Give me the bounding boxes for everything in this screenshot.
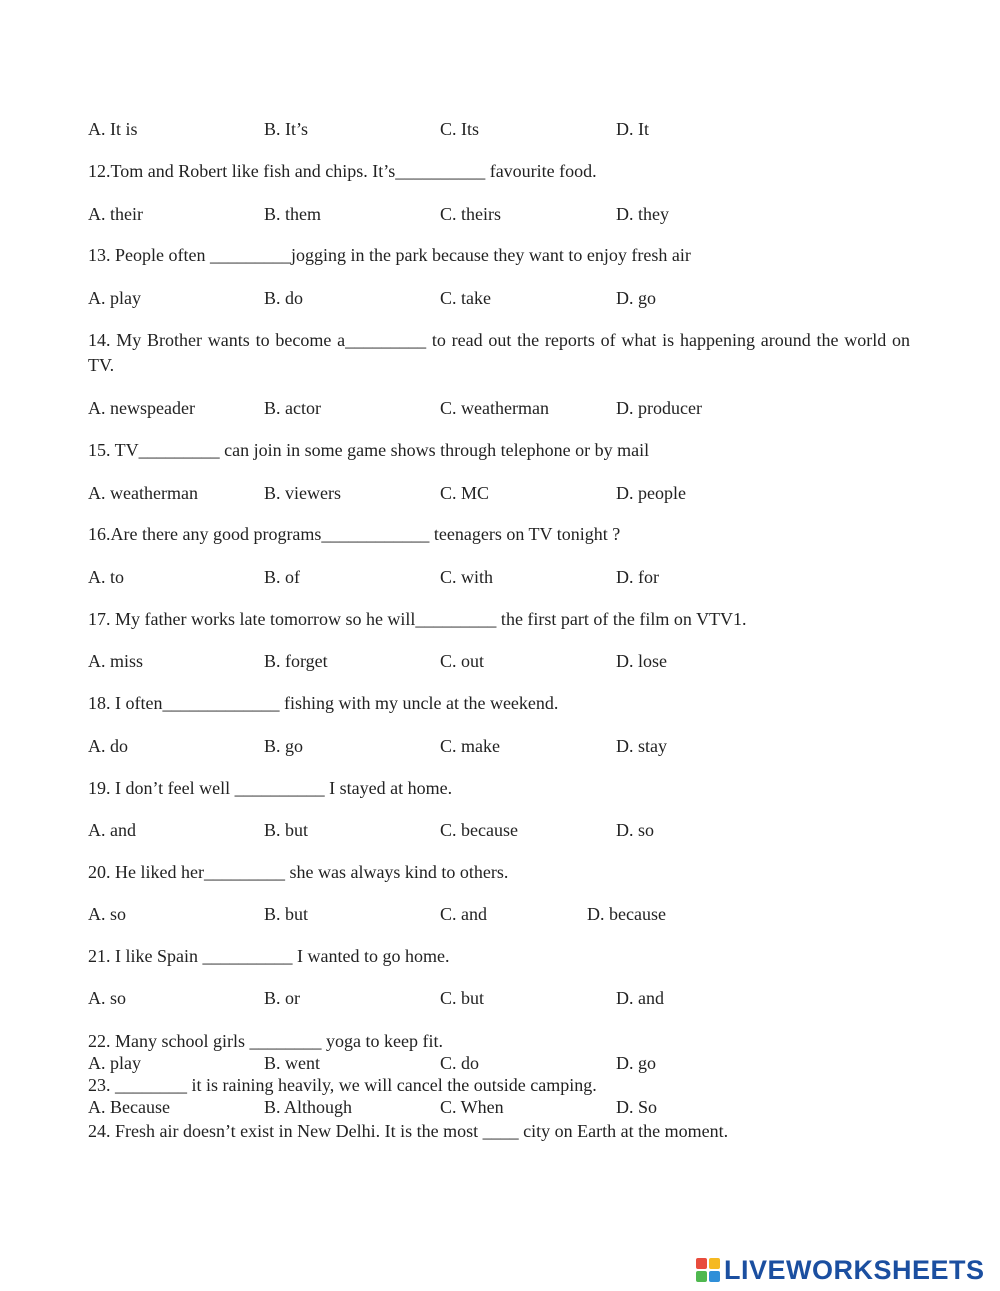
q17-option-a: A. miss — [88, 651, 144, 671]
q21-option-a: A. so — [88, 988, 127, 1008]
q22-option-b: B. went — [264, 1053, 320, 1073]
q19-option-d: D. so — [616, 820, 655, 840]
q23-option-b: B. Although — [264, 1097, 353, 1117]
q14-stem: 14. My Brother wants to become a_________ to read out the reports of what is happening around the world on TV. — [88, 330, 910, 375]
q20-option-b: B. but — [264, 904, 309, 924]
q12-stem: 12.Tom and Robert like fish and chips. It’s__________ favourite food. — [88, 161, 597, 181]
q21-option-d: D. and — [616, 988, 664, 1008]
q11-option-c: C. Its — [440, 119, 480, 139]
q11-option-b: B. It’s — [264, 119, 309, 139]
q16-option-b: B. of — [264, 567, 300, 587]
q19-stem: 19. I don’t feel well __________ I stayed at home. — [88, 778, 453, 798]
q23-option-a: A. Because — [88, 1097, 170, 1117]
q21-option-b: B. or — [264, 988, 300, 1008]
logo-block — [709, 1258, 720, 1269]
q22-option-a: A. play — [88, 1053, 141, 1073]
q22-option-c: C. do — [440, 1053, 480, 1073]
q13-option-d: D. go — [616, 288, 656, 308]
q15-option-b: B. viewers — [264, 483, 341, 503]
q14-option-d: D. producer — [616, 398, 702, 418]
q23-option-d: D. So — [616, 1097, 658, 1117]
q16-stem: 16.Are there any good programs____________ teenagers on TV tonight ? — [88, 524, 621, 544]
q15-option-c: C. MC — [440, 483, 490, 503]
logo-block — [709, 1271, 720, 1282]
q21-option-c: C. but — [440, 988, 485, 1008]
q18-stem: 18. I often_____________ fishing with my uncle at the weekend. — [88, 693, 559, 713]
logo-blocks-icon — [696, 1258, 720, 1282]
q15-option-a: A. weatherman — [88, 483, 198, 503]
q18-option-c: C. make — [440, 736, 500, 756]
q14-option-a: A. newspeader — [88, 398, 195, 418]
q14-option-b: B. actor — [264, 398, 321, 418]
q20-option-a: A. so — [88, 904, 127, 924]
q19-option-a: A. and — [88, 820, 136, 840]
q23-option-c: C. When — [440, 1097, 504, 1117]
q12-option-a: A. their — [88, 204, 143, 224]
q15-option-d: D. people — [616, 483, 686, 503]
q11-option-d: D. It — [616, 119, 649, 139]
q14-option-c: C. weatherman — [440, 398, 549, 418]
q22-stem: 22. Many school girls ________ yoga to keep fit. — [88, 1031, 443, 1051]
q20-stem: 20. He liked her_________ she was always kind to others. — [88, 862, 509, 882]
q12-option-b: B. them — [264, 204, 321, 224]
q19-option-b: B. but — [264, 820, 309, 840]
q17-option-d: D. lose — [616, 651, 667, 671]
q12-option-c: C. theirs — [440, 204, 501, 224]
q13-option-a: A. play — [88, 288, 141, 308]
q19-option-c: C. because — [440, 820, 518, 840]
q16-option-a: A. to — [88, 567, 124, 587]
q11-option-a: A. It is — [88, 119, 138, 139]
q20-option-d: D. because — [587, 904, 666, 924]
q17-option-b: B. forget — [264, 651, 328, 671]
logo-text: LIVEWORKSHEETS — [724, 1254, 985, 1285]
q12-option-d: D. they — [616, 204, 669, 224]
q20-option-c: C. and — [440, 904, 487, 924]
q23-stem: 23. ________ it is raining heavily, we will cancel the outside camping. — [88, 1075, 597, 1095]
liveworksheets-logo — [696, 1255, 985, 1285]
q18-option-d: D. stay — [616, 736, 667, 756]
logo-block — [696, 1258, 707, 1269]
q17-stem: 17. My father works late tomorrow so he will_________ the first part of the film on VTV1. — [88, 609, 747, 629]
q16-option-c: C. with — [440, 567, 494, 587]
q13-option-c: C. take — [440, 288, 491, 308]
logo-block — [696, 1271, 707, 1282]
q15-stem: 15. TV_________ can join in some game shows through telephone or by mail — [88, 440, 650, 460]
q13-option-b: B. do — [264, 288, 304, 308]
q24-stem: 24. Fresh air doesn’t exist in New Delhi. It is the most ____ city on Earth at the moment. — [88, 1121, 729, 1141]
q13-stem: 13. People often _________jogging in the park because they want to enjoy fresh air — [88, 245, 691, 265]
q21-stem: 21. I like Spain __________ I wanted to go home. — [88, 946, 450, 966]
q18-option-a: A. do — [88, 736, 128, 756]
q18-option-b: B. go — [264, 736, 304, 756]
q17-option-c: C. out — [440, 651, 485, 671]
q22-option-d: D. go — [616, 1053, 656, 1073]
q16-option-d: D. for — [616, 567, 659, 587]
